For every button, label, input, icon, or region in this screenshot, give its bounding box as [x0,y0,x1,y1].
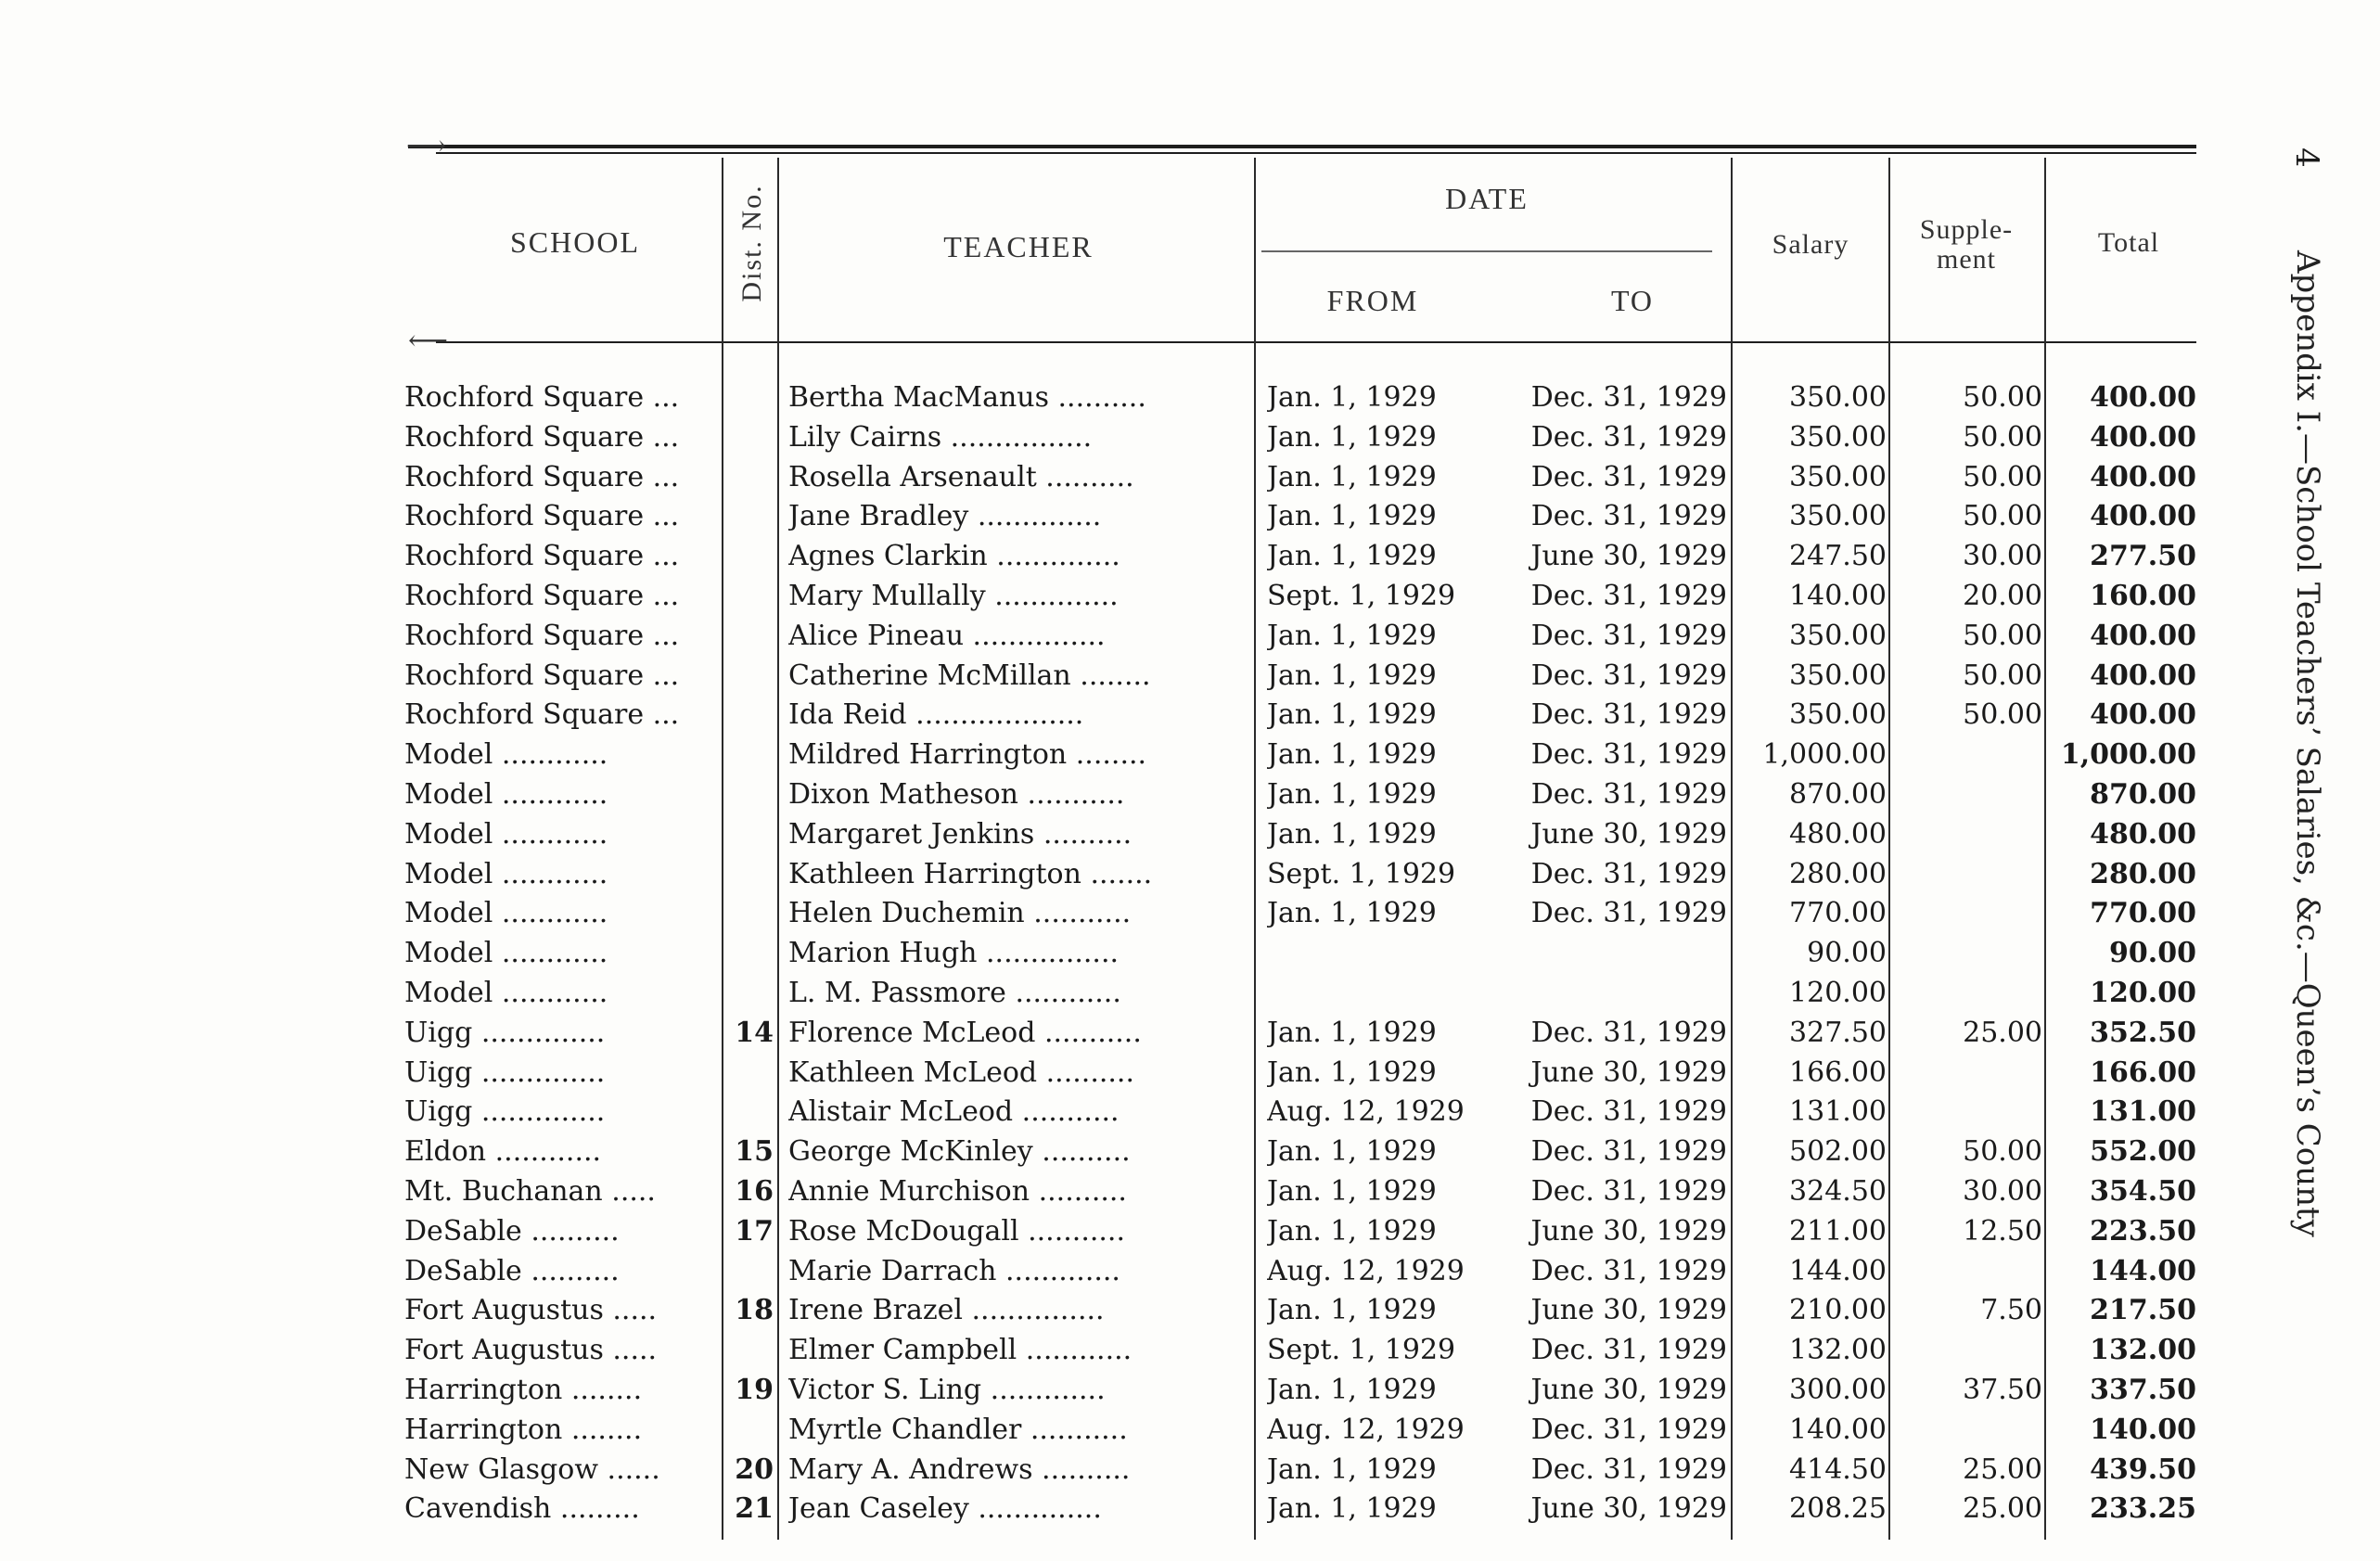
cell-total: 90.00 [2109,937,2196,970]
cell-school: Rochford Square ... [404,460,680,493]
cell-salary: 1,000.00 [1762,738,1887,772]
cell-to: Dec. 31, 1929 [1530,1135,1727,1169]
cell-salary: 480.00 [1789,817,1887,851]
cell-salary: 350.00 [1789,619,1887,652]
table-row [0,1371,2380,1410]
cell-teacher: Alistair McLeod ........... [788,1095,1120,1129]
cell-supplement: 12.50 [1963,1214,2042,1248]
header-dist-no [726,165,778,321]
table-row [0,974,2380,1013]
cell-salary: 131.00 [1789,1095,1887,1129]
cell-total: 352.50 [2090,1016,2196,1049]
cell-from: Jan. 1, 1929 [1267,1214,1437,1248]
table-row [0,497,2380,536]
cell-supplement: 30.00 [1963,1175,2042,1208]
cell-salary: 132.00 [1789,1334,1887,1367]
cell-school: Eldon ............ [404,1135,602,1169]
cell-teacher: Margaret Jenkins .......... [788,817,1132,851]
cell-from: Jan. 1, 1929 [1267,1452,1437,1486]
cell-from: Jan. 1, 1929 [1267,1294,1437,1327]
cell-to: Dec. 31, 1929 [1530,659,1727,692]
table-row [0,617,2380,656]
cell-school: Rochford Square ... [404,420,680,454]
cell-from: Jan. 1, 1929 [1267,698,1437,732]
cell-salary: 770.00 [1789,897,1887,930]
cell-to: June 30, 1929 [1530,1374,1727,1406]
cell-from: Jan. 1, 1929 [1267,659,1437,692]
cell-from: Jan. 1, 1929 [1267,381,1437,414]
cell-teacher: Helen Duchemin ........... [788,897,1132,930]
cell-from: Jan. 1, 1929 [1267,500,1437,533]
cell-dist: 16 [735,1175,774,1208]
cell-teacher: Annie Murchison .......... [788,1175,1127,1208]
table-row [0,696,2380,735]
cell-total: 144.00 [2090,1254,2196,1287]
side-title-text: Appendix I.—School Teachers’ Salaries, &c.—Queen’s County [2289,250,2326,1237]
cell-supplement: 50.00 [1963,1135,2042,1169]
cell-to: Dec. 31, 1929 [1530,580,1727,612]
cell-teacher: Mary A. Andrews .......... [788,1452,1131,1486]
cell-teacher: George McKinley .......... [788,1135,1131,1169]
cell-teacher: Dixon Matheson ........... [788,778,1125,811]
cell-teacher: Florence McLeod ........... [788,1016,1142,1049]
cell-school: Harrington ........ [404,1413,643,1446]
cell-salary: 324.50 [1789,1175,1887,1208]
cell-from: Jan. 1, 1929 [1267,1374,1437,1406]
cell-teacher: Alice Pineau ............... [788,619,1106,652]
cell-teacher: Kathleen Harrington ....... [788,857,1153,890]
cell-from: Sept. 1, 1929 [1267,1334,1456,1367]
header-supplement: Supple- ment [1919,214,2014,275]
header-dist-no-text: Dist. No. [736,184,767,302]
top-rule-inner [436,152,2196,154]
cell-school: Model ............ [404,778,608,811]
cell-to: Dec. 31, 1929 [1530,1334,1727,1367]
cell-dist: 17 [735,1214,774,1248]
cell-teacher: Marion Hugh ............... [788,937,1120,970]
cell-total: 400.00 [2090,500,2196,533]
cell-to: June 30, 1929 [1530,1214,1727,1248]
table-row [0,1451,2380,1490]
cell-school: Model ............ [404,738,608,772]
cell-to: Dec. 31, 1929 [1530,1413,1727,1446]
cell-from: Jan. 1, 1929 [1267,1016,1437,1049]
cell-total: 400.00 [2090,659,2196,692]
cell-school: Fort Augustus ..... [404,1294,658,1327]
cell-school: Rochford Square ... [404,540,680,573]
cell-to: Dec. 31, 1929 [1530,460,1727,493]
cell-salary: 140.00 [1789,1413,1887,1446]
cell-school: DeSable .......... [404,1254,620,1287]
cell-dist: 18 [735,1294,774,1327]
cell-to: Dec. 31, 1929 [1530,1452,1727,1486]
table-row [0,537,2380,576]
cell-total: 280.00 [2090,857,2196,890]
cell-from: Aug. 12, 1929 [1267,1413,1465,1446]
header-from: FROM [1326,284,1419,317]
cell-total: 400.00 [2090,698,2196,732]
table-row [0,458,2380,497]
cell-teacher: Mildred Harrington ........ [788,738,1147,772]
cell-dist: 20 [735,1452,774,1486]
arrow-mark-header: ⟵ [408,325,449,357]
cell-to: June 30, 1929 [1530,1492,1727,1526]
cell-total: 120.00 [2090,977,2196,1009]
cell-to: June 30, 1929 [1530,1294,1727,1327]
cell-from: Jan. 1, 1929 [1267,897,1437,930]
table-row [0,894,2380,933]
cell-to: Dec. 31, 1929 [1530,1175,1727,1208]
cell-salary: 210.00 [1789,1294,1887,1327]
cell-supplement: 50.00 [1963,420,2042,454]
cell-from: Jan. 1, 1929 [1267,1492,1437,1526]
cell-to: Dec. 31, 1929 [1530,420,1727,454]
cell-teacher: Rosella Arsenault .......... [788,460,1134,493]
cell-school: Model ............ [404,857,608,890]
table-row [0,577,2380,616]
cell-to: Dec. 31, 1929 [1530,698,1727,732]
cell-total: 277.50 [2090,540,2196,573]
cell-total: 354.50 [2090,1175,2196,1208]
cell-from: Jan. 1, 1929 [1267,460,1437,493]
cell-from: Jan. 1, 1929 [1267,738,1437,772]
side-title [2278,250,2334,1549]
cell-teacher: Mary Mullally .............. [788,580,1119,612]
cell-to: Dec. 31, 1929 [1530,1095,1727,1129]
cell-total: 870.00 [2090,778,2196,811]
cell-to: Dec. 31, 1929 [1530,1016,1727,1049]
cell-salary: 208.25 [1789,1492,1887,1526]
cell-supplement: 37.50 [1963,1374,2042,1406]
table-row [0,934,2380,973]
table-row [0,1411,2380,1450]
cell-supplement: 50.00 [1963,698,2042,732]
table-row [0,855,2380,894]
table-row [0,1212,2380,1251]
header-teacher: TEACHER [943,230,1094,263]
cell-total: 439.50 [2090,1452,2196,1486]
cell-school: Uigg .............. [404,1056,606,1089]
cell-salary: 502.00 [1789,1135,1887,1169]
cell-total: 160.00 [2090,580,2196,612]
table-row [0,1291,2380,1330]
cell-to: Dec. 31, 1929 [1530,738,1727,772]
cell-total: 770.00 [2090,897,2196,930]
table-row [0,657,2380,696]
cell-dist: 14 [735,1016,774,1049]
table-row [0,736,2380,774]
cell-teacher: Rose McDougall ........... [788,1214,1126,1248]
cell-salary: 414.50 [1789,1452,1887,1486]
table-row [0,1331,2380,1370]
page-number: 4 [2287,147,2325,168]
cell-from: Jan. 1, 1929 [1267,540,1437,573]
cell-salary: 90.00 [1807,937,1887,970]
table-row [0,1132,2380,1171]
cell-school: Cavendish ......... [404,1492,640,1526]
cell-total: 400.00 [2090,460,2196,493]
cell-supplement: 50.00 [1963,460,2042,493]
cell-teacher: L. M. Passmore ............ [788,977,1121,1009]
cell-school: Model ............ [404,937,608,970]
table-row [0,1252,2380,1291]
arrow-mark-top: ⟶ [406,130,447,162]
cell-total: 166.00 [2090,1056,2196,1089]
cell-to: Dec. 31, 1929 [1530,500,1727,533]
header-salary: Salary [1772,229,1849,260]
cell-school: Rochford Square ... [404,619,680,652]
cell-from: Jan. 1, 1929 [1267,1056,1437,1089]
top-rule-outer [408,145,2196,148]
cell-dist: 19 [735,1374,774,1406]
cell-salary: 120.00 [1789,977,1887,1009]
cell-total: 400.00 [2090,619,2196,652]
cell-total: 223.50 [2090,1214,2196,1248]
cell-total: 217.50 [2090,1294,2196,1327]
cell-total: 1,000.00 [2060,738,2196,772]
cell-total: 480.00 [2090,817,2196,851]
cell-to: Dec. 31, 1929 [1530,619,1727,652]
cell-school: Mt. Buchanan ..... [404,1175,656,1208]
cell-teacher: Elmer Campbell ............ [788,1334,1132,1367]
cell-teacher: Lily Cairns ................ [788,420,1093,454]
cell-teacher: Bertha MacManus .......... [788,381,1146,414]
cell-school: Rochford Square ... [404,659,680,692]
table-row [0,418,2380,457]
cell-school: Uigg .............. [404,1095,606,1129]
cell-school: Fort Augustus ..... [404,1334,658,1367]
cell-to: Dec. 31, 1929 [1530,381,1727,414]
cell-supplement: 50.00 [1963,619,2042,652]
header-school: SCHOOL [509,225,640,259]
cell-school: Rochford Square ... [404,580,680,612]
cell-salary: 144.00 [1789,1254,1887,1287]
cell-total: 140.00 [2090,1413,2196,1446]
table-row [0,775,2380,814]
cell-teacher: Ida Reid ................... [788,698,1084,732]
cell-teacher: Agnes Clarkin .............. [788,540,1120,573]
cell-school: Rochford Square ... [404,381,680,414]
header-to: TO [1610,284,1655,317]
cell-teacher: Marie Darrach ............. [788,1254,1120,1287]
cell-school: Uigg .............. [404,1016,606,1049]
cell-total: 131.00 [2090,1095,2196,1129]
cell-to: Dec. 31, 1929 [1530,778,1727,811]
cell-school: Harrington ........ [404,1374,643,1406]
cell-from: Jan. 1, 1929 [1267,1175,1437,1208]
cell-salary: 211.00 [1789,1214,1887,1248]
cell-salary: 350.00 [1789,420,1887,454]
cell-total: 552.00 [2090,1135,2196,1169]
cell-teacher: Irene Brazel ............... [788,1294,1105,1327]
cell-from: Jan. 1, 1929 [1267,1135,1437,1169]
cell-teacher: Victor S. Ling ............. [788,1374,1106,1406]
cell-supplement: 25.00 [1963,1492,2042,1526]
cell-school: Rochford Square ... [404,698,680,732]
cell-teacher: Myrtle Chandler ........... [788,1413,1128,1446]
cell-to: June 30, 1929 [1530,817,1727,851]
table-row [0,815,2380,854]
cell-school: New Glasgow ...... [404,1452,660,1486]
cell-to: June 30, 1929 [1530,540,1727,573]
table-row [0,1014,2380,1053]
cell-from: Sept. 1, 1929 [1267,857,1456,890]
date-sub-rule [1261,250,1712,252]
cell-total: 337.50 [2090,1374,2196,1406]
cell-supplement: 25.00 [1963,1452,2042,1486]
cell-supplement: 50.00 [1963,659,2042,692]
cell-teacher: Jean Caseley .............. [788,1492,1102,1526]
table-row [0,378,2380,417]
cell-from: Jan. 1, 1929 [1267,420,1437,454]
cell-from: Jan. 1, 1929 [1267,817,1437,851]
cell-to: Dec. 31, 1929 [1530,897,1727,930]
cell-salary: 350.00 [1789,500,1887,533]
cell-from: Aug. 12, 1929 [1267,1254,1465,1287]
cell-salary: 350.00 [1789,381,1887,414]
header-date: DATE [1445,182,1529,215]
cell-salary: 166.00 [1789,1056,1887,1089]
cell-total: 132.00 [2090,1334,2196,1367]
cell-total: 400.00 [2090,381,2196,414]
cell-salary: 300.00 [1789,1374,1887,1406]
cell-from: Jan. 1, 1929 [1267,778,1437,811]
cell-teacher: Jane Bradley .............. [788,500,1102,533]
cell-dist: 21 [735,1492,774,1526]
cell-school: Model ............ [404,977,608,1009]
cell-salary: 327.50 [1789,1016,1887,1049]
cell-salary: 140.00 [1789,580,1887,612]
cell-teacher: Catherine McMillan ........ [788,659,1151,692]
cell-supplement: 20.00 [1963,580,2042,612]
table-row [0,1054,2380,1093]
header-bottom-rule [436,341,2196,343]
cell-total: 400.00 [2090,420,2196,454]
header-total: Total [2097,227,2160,258]
cell-school: DeSable .......... [404,1214,620,1248]
cell-supplement: 50.00 [1963,500,2042,533]
cell-school: Rochford Square ... [404,500,680,533]
cell-supplement: 25.00 [1963,1016,2042,1049]
cell-to: Dec. 31, 1929 [1530,857,1727,890]
cell-from: Sept. 1, 1929 [1267,580,1456,612]
cell-total: 233.25 [2090,1492,2196,1526]
cell-supplement: 30.00 [1963,540,2042,573]
cell-salary: 350.00 [1789,659,1887,692]
cell-dist: 15 [735,1135,774,1169]
cell-salary: 350.00 [1789,698,1887,732]
cell-school: Model ............ [404,817,608,851]
cell-supplement: 7.50 [1980,1294,2042,1327]
cell-salary: 870.00 [1789,778,1887,811]
cell-salary: 280.00 [1789,857,1887,890]
cell-to: Dec. 31, 1929 [1530,1254,1727,1287]
cell-teacher: Kathleen McLeod .......... [788,1056,1134,1089]
cell-salary: 350.00 [1789,460,1887,493]
cell-to: June 30, 1929 [1530,1056,1727,1089]
cell-from: Aug. 12, 1929 [1267,1095,1465,1129]
cell-school: Model ............ [404,897,608,930]
table-row [0,1490,2380,1529]
table-row [0,1172,2380,1211]
table-row [0,1093,2380,1132]
cell-supplement: 50.00 [1963,381,2042,414]
cell-from: Jan. 1, 1929 [1267,619,1437,652]
cell-salary: 247.50 [1789,540,1887,573]
